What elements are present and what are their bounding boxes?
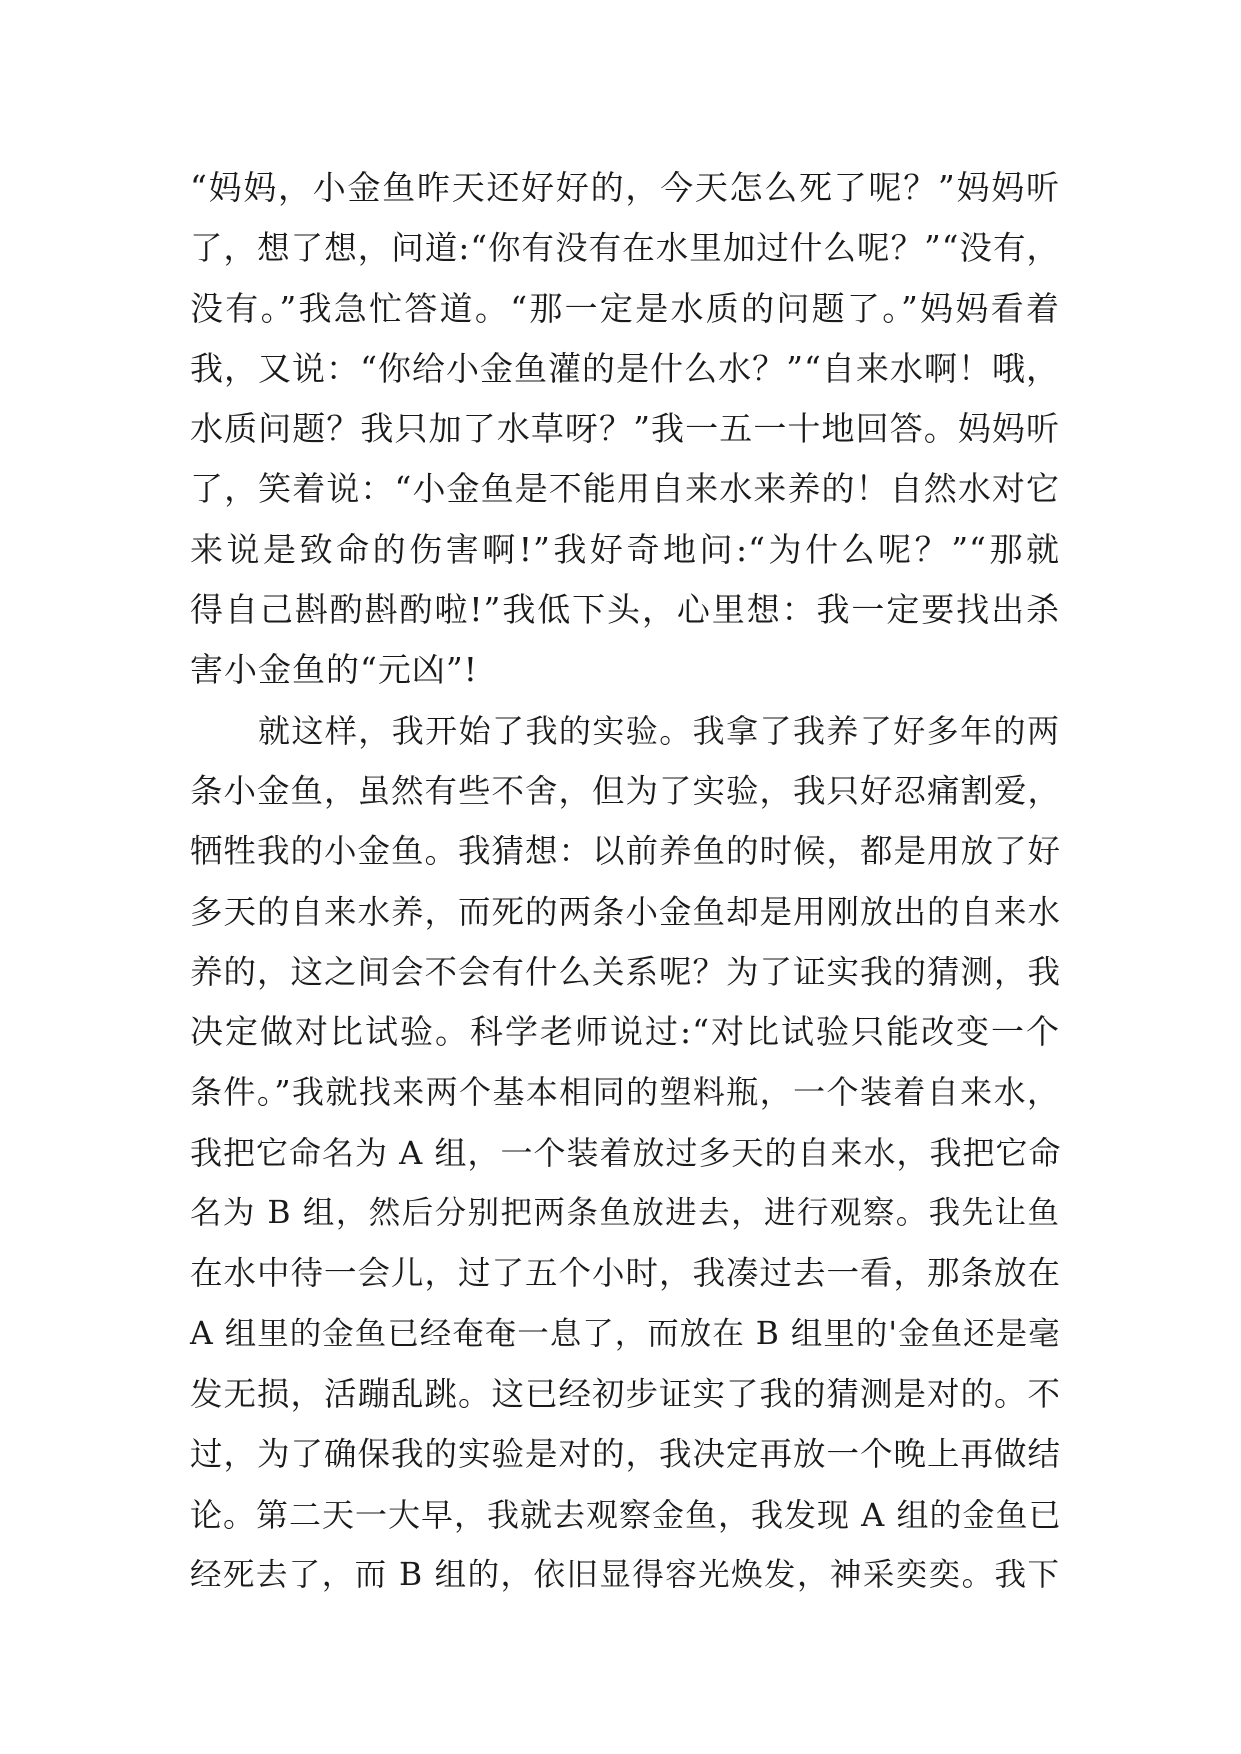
body-text	[190, 158, 1060, 1605]
text-line: 论。第二天一大早，我就去观察金鱼，我发现 A 组的金鱼已	[190, 1495, 1062, 1534]
text-line: 多天的自来水养，而死的两条小金鱼却是用刚放出的自来水	[190, 892, 1062, 931]
text-line: 就这样，我开始了我的实验。我拿了我养了好多年的两	[258, 711, 1060, 750]
text-line: 条件。”我就找来两个基本相同的塑料瓶，一个装着自来水，	[190, 1073, 1060, 1112]
text-line: 决定做对比试验。科学老师说过:“对比试验只能改变一个	[190, 1012, 1060, 1052]
text-line: 我把它命名为 A 组，一个装着放过多天的自来水，我把它命	[190, 1133, 1062, 1172]
text-line: 过，为了确保我的实验是对的，我决定再放一个晚上再做结	[190, 1435, 1062, 1474]
text-line: 发无损，活蹦乱跳。这已经初步证实了我的猜测是对的。不	[190, 1374, 1062, 1413]
text-line: 牺牲我的小金鱼。我猜想：以前养鱼的时候，都是用放了好	[190, 832, 1062, 871]
text-line: 害小金鱼的“元凶”!	[190, 650, 479, 690]
text-line: 了，想了想，问道:“你有没有在水里加过什么呢？”“没有，	[190, 229, 1060, 268]
text-line: 养的，这之间会不会有什么关系呢？为了证实我的猜测，我	[190, 952, 1062, 991]
text-line: 了，笑着说：“小金鱼是不能用自来水来养的！自然水对它	[190, 469, 1060, 509]
text-line: “妈妈，小金鱼昨天还好好的，今天怎么死了呢？”妈妈听	[190, 168, 1060, 207]
text-line: 在水中待一会儿，过了五个小时，我凑过去一看，那条放在	[190, 1254, 1062, 1293]
text-line: 得自己斟酌斟酌啦!”我低下头，心里想：我一定要找出杀	[190, 590, 1060, 630]
text-line: 我，又说：“你给小金鱼灌的是什么水？”“自来水啊！哦，	[190, 348, 1060, 388]
text-line: 名为 B 组，然后分别把两条鱼放进去，进行观察。我先让鱼	[190, 1195, 1060, 1232]
text-line: 没有。”我急忙答道。“那一定是水质的问题了。”妈妈看着	[190, 288, 1060, 328]
text-line: A 组里的金鱼已经奄奄一息了，而放在 B 组里的'金鱼还是毫	[190, 1315, 1061, 1352]
text-line: 条小金鱼，虽然有些不舍，但为了实验，我只好忍痛割爱，	[190, 771, 1062, 810]
text-line: 经死去了，而 B 组的，依旧显得容光焕发，神采奕奕。我下	[190, 1556, 1060, 1593]
text-line: 来说是致命的伤害啊!”我好奇地问:“为什么呢？”“那就	[190, 529, 1060, 569]
text-line: 水质问题？我只加了水草呀？”我一五一十地回答。妈妈听	[190, 409, 1060, 449]
